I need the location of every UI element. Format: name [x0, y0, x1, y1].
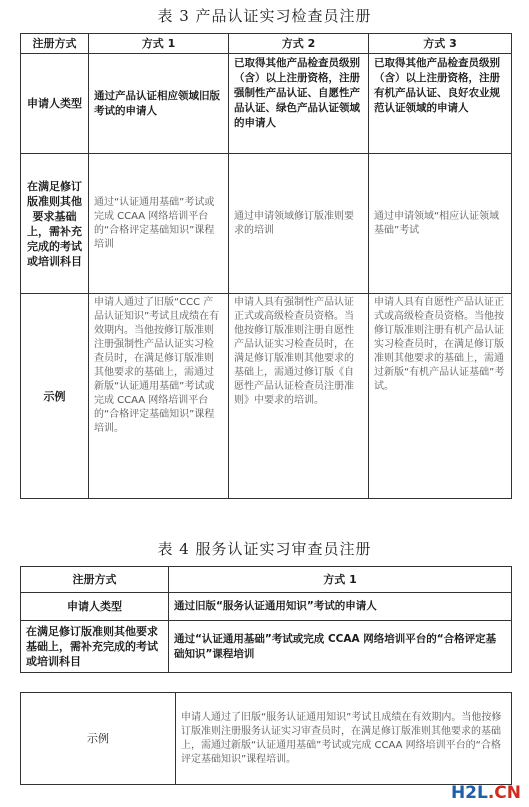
site-watermark — [451, 783, 521, 803]
table4 — [20, 566, 512, 673]
table3-row-label: 示例 — [21, 294, 89, 499]
table3-cell: 通过申请领域“相应认证领域基础”考试 — [369, 154, 512, 294]
table3-cell: 通过产品认证相应领域旧版考试的申请人 — [89, 54, 229, 154]
table4-header-method: 注册方式 — [21, 567, 169, 593]
table3-row-label: 在满足修订版准则其他要求基础上，需补充完成的考试或培训科目 — [21, 154, 89, 294]
watermark-part1: H2L — [450, 783, 488, 803]
table4-caption: 表 4 服务认证实习审查员注册 — [157, 540, 372, 558]
table3-row-label: 申请人类型 — [21, 54, 89, 154]
table3-row-applicant-type — [21, 54, 512, 154]
table4-row-label: 示例 — [21, 693, 176, 785]
table3-cell: 已取得其他产品检查员级别（含）以上注册资格，注册强制性产品认证、自愿性产品认证、绿色产品认证领域的申请人 — [229, 54, 369, 154]
table3-cell: 通过“认证通用基础”考试或完成 CCAA 网络培训平台的“合格评定基础知识”课程培训 — [89, 154, 229, 294]
watermark-part2: .CN — [487, 783, 521, 803]
table3-header-option1: 方式 1 — [89, 34, 229, 54]
table4-row-label: 在满足修订版准则其他要求基础上，需补充完成的考试或培训科目 — [21, 621, 169, 673]
table3-row-supplement — [21, 154, 512, 294]
table4-row-applicant-type — [21, 593, 512, 621]
table4-row-example — [21, 693, 512, 785]
table3-header-option3: 方式 3 — [369, 34, 512, 54]
table4-row-supplement — [21, 621, 512, 673]
table3-cell: 通过申请领域修订版准则要求的培训 — [229, 154, 369, 294]
table3-cell: 申请人具有自愿性产品认证正式或高级检查员资格。当他按修订版准则注册有机产品认证实习检查员时，在满足修订版准则其他要求的基础上，需通过新版“有机产品认证基础”考试。 — [369, 294, 512, 499]
table4-row-label: 申请人类型 — [21, 593, 169, 621]
table3-caption: 表 3 产品认证实习检查员注册 — [157, 7, 372, 25]
table3-header-option2: 方式 2 — [229, 34, 369, 54]
table4-cell: 通过“认证通用基础”考试或完成 CCAA 网络培训平台的“合格评定基础知识”课程培训 — [169, 621, 512, 673]
table4-example — [20, 692, 512, 785]
table3-cell: 已取得其他产品检查员级别（含）以上注册资格，注册有机产品认证、良好农业规范认证领域的申请人 — [369, 54, 512, 154]
table3-header-row — [21, 34, 512, 54]
table4-header-row — [21, 567, 512, 593]
table4-header-option1: 方式 1 — [169, 567, 512, 593]
table4-cell: 通过旧版“服务认证通用知识”考试的申请人 — [169, 593, 512, 621]
table4-cell: 申请人通过了旧版“服务认证通用知识”考试且成绩在有效期内。当他按修订版准则注册服务认证实习审查员时，在满足修订版准则其他要求的基础上，需通过新版“认证通用基础”考试或完成 CCAA 网络培训平台的“合格评定基础知识”课程培训。 — [176, 693, 512, 785]
table3 — [20, 33, 512, 499]
table3-cell: 申请人通过了旧版“CCC 产品认证知识”考试且成绩在有效期内。当他按修订版准则注册强制性产品认证实习检查员时，在满足修订版准则其他要求的基础上，需通过新版“认证通用基础”考试或完成 CCAA 网络培训平台的“合格评定基础知识”课程培训。 — [89, 294, 229, 499]
table3-row-example — [21, 294, 512, 499]
table3-cell: 申请人具有强制性产品认证正式或高级检查员资格。当他按修订版准则注册自愿性产品认证实习检查员时，在满足修订版准则其他要求的基础上，需通过修订版《自愿性产品认证检查员注册准则》中要求的培训。 — [229, 294, 369, 499]
table3-header-method: 注册方式 — [21, 34, 89, 54]
